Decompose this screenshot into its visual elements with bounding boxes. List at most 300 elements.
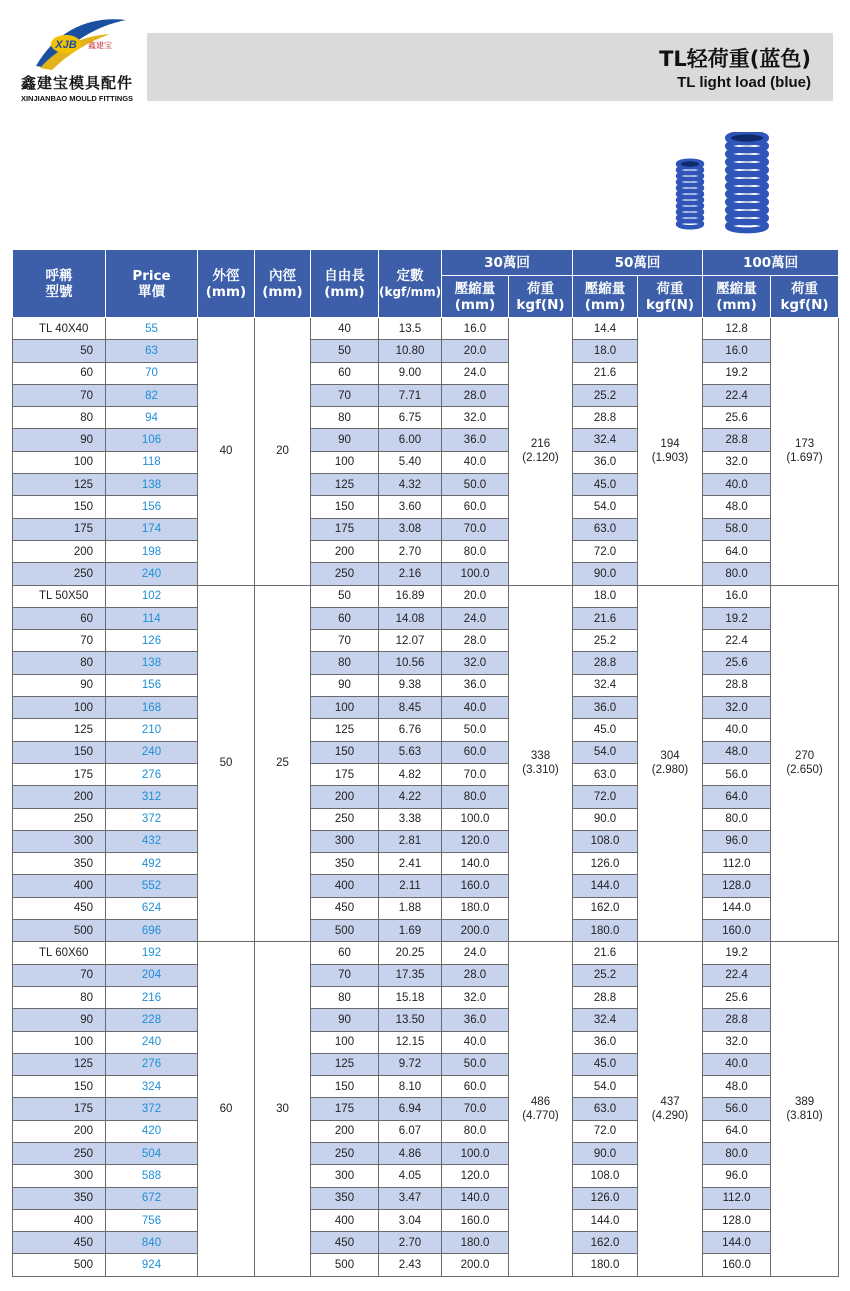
compression-100-cell: 112.0: [703, 853, 771, 875]
table-row: [13, 942, 839, 964]
model-cell: 125: [13, 474, 106, 496]
page-subtitle: TL light load (blue): [677, 74, 811, 91]
free-length-cell: 500: [311, 1254, 379, 1276]
inner-diameter-cell: 30: [255, 942, 311, 1276]
model-cell: 175: [13, 518, 106, 540]
compression-30-cell: 28.0: [442, 384, 509, 406]
constant-cell: 10.80: [379, 340, 442, 362]
compression-100-cell: 22.4: [703, 630, 771, 652]
constant-cell: 4.32: [379, 474, 442, 496]
compression-100-cell: 28.8: [703, 1009, 771, 1031]
compression-100-cell: 64.0: [703, 1120, 771, 1142]
compression-100-cell: 28.8: [703, 674, 771, 696]
compression-30-cell: 80.0: [442, 786, 509, 808]
model-cell: 250: [13, 1142, 106, 1164]
spec-table-body: [13, 318, 839, 1277]
header-model: 呼稱 型號: [13, 250, 106, 318]
constant-cell: 2.43: [379, 1254, 442, 1276]
compression-50-cell: 72.0: [573, 540, 638, 562]
compression-30-cell: 140.0: [442, 853, 509, 875]
compression-30-cell: 20.0: [442, 340, 509, 362]
compression-50-cell: 36.0: [573, 1031, 638, 1053]
price-cell: 102: [106, 585, 198, 607]
brand-logo: [12, 14, 142, 104]
compression-30-cell: 200.0: [442, 1254, 509, 1276]
table-row: [13, 474, 839, 496]
compression-50-cell: 21.6: [573, 362, 638, 384]
constant-cell: 8.45: [379, 697, 442, 719]
price-cell: 324: [106, 1076, 198, 1098]
free-length-cell: 350: [311, 853, 379, 875]
constant-cell: 13.5: [379, 318, 442, 340]
header-outer-diameter: 外徑 (mm): [198, 250, 255, 318]
compression-30-cell: 28.0: [442, 964, 509, 986]
table-row: [13, 763, 839, 785]
price-cell: 55: [106, 318, 198, 340]
table-row: [13, 451, 839, 473]
load-30-cell: 216 (2.120): [509, 318, 573, 586]
model-cell: 125: [13, 1053, 106, 1075]
compression-100-cell: 64.0: [703, 786, 771, 808]
price-cell: 114: [106, 607, 198, 629]
load-50-cell: 437 (4.290): [638, 942, 703, 1276]
compression-30-cell: 160.0: [442, 1209, 509, 1231]
constant-cell: 5.63: [379, 741, 442, 763]
table-row: [13, 585, 839, 607]
model-cell: 150: [13, 741, 106, 763]
compression-30-cell: 40.0: [442, 697, 509, 719]
constant-cell: 5.40: [379, 451, 442, 473]
compression-100-cell: 160.0: [703, 1254, 771, 1276]
compression-30-cell: 80.0: [442, 1120, 509, 1142]
compression-30-cell: 120.0: [442, 1165, 509, 1187]
compression-30-cell: 80.0: [442, 540, 509, 562]
table-row: [13, 719, 839, 741]
compression-30-cell: 32.0: [442, 652, 509, 674]
free-length-cell: 60: [311, 942, 379, 964]
table-row: [13, 1165, 839, 1187]
price-cell: 126: [106, 630, 198, 652]
free-length-cell: 300: [311, 1165, 379, 1187]
compression-100-cell: 96.0: [703, 1165, 771, 1187]
compression-100-cell: 19.2: [703, 607, 771, 629]
compression-100-cell: 144.0: [703, 897, 771, 919]
model-cell: 200: [13, 540, 106, 562]
load-50-cell: 194 (1.903): [638, 318, 703, 586]
free-length-cell: 200: [311, 1120, 379, 1142]
constant-cell: 2.41: [379, 853, 442, 875]
page-title: TL轻荷重(蓝色): [659, 47, 811, 71]
compression-30-cell: 70.0: [442, 763, 509, 785]
free-length-cell: 125: [311, 474, 379, 496]
free-length-cell: 70: [311, 964, 379, 986]
constant-cell: 8.10: [379, 1076, 442, 1098]
price-cell: 504: [106, 1142, 198, 1164]
header-compression-100: 壓縮量 (mm): [703, 276, 771, 318]
compression-50-cell: 32.4: [573, 1009, 638, 1031]
constant-cell: 15.18: [379, 986, 442, 1008]
constant-cell: 4.05: [379, 1165, 442, 1187]
model-cell: 200: [13, 1120, 106, 1142]
model-cell: 175: [13, 763, 106, 785]
compression-50-cell: 54.0: [573, 1076, 638, 1098]
free-length-cell: 100: [311, 1031, 379, 1053]
compression-50-cell: 108.0: [573, 1165, 638, 1187]
constant-cell: 9.72: [379, 1053, 442, 1075]
compression-100-cell: 56.0: [703, 763, 771, 785]
compression-30-cell: 60.0: [442, 496, 509, 518]
constant-cell: 3.60: [379, 496, 442, 518]
compression-30-cell: 24.0: [442, 607, 509, 629]
compression-50-cell: 54.0: [573, 496, 638, 518]
free-length-cell: 80: [311, 652, 379, 674]
price-cell: 70: [106, 362, 198, 384]
constant-cell: 2.16: [379, 563, 442, 585]
table-row: [13, 563, 839, 585]
compression-50-cell: 72.0: [573, 786, 638, 808]
constant-cell: 4.22: [379, 786, 442, 808]
compression-30-cell: 40.0: [442, 451, 509, 473]
model-cell: 60: [13, 362, 106, 384]
load-100-cell: 389 (3.810): [771, 942, 839, 1276]
price-cell: 228: [106, 1009, 198, 1031]
table-row: [13, 1120, 839, 1142]
table-row: [13, 1209, 839, 1231]
free-length-cell: 90: [311, 674, 379, 696]
price-cell: 312: [106, 786, 198, 808]
table-row: [13, 1187, 839, 1209]
header-cycles-30: 30萬回: [442, 250, 573, 276]
compression-30-cell: 24.0: [442, 362, 509, 384]
free-length-cell: 300: [311, 830, 379, 852]
compression-30-cell: 100.0: [442, 808, 509, 830]
model-cell: TL 50X50: [13, 585, 106, 607]
model-cell: 60: [13, 607, 106, 629]
constant-cell: 3.04: [379, 1209, 442, 1231]
free-length-cell: 90: [311, 429, 379, 451]
inner-diameter-cell: 20: [255, 318, 311, 586]
price-cell: 106: [106, 429, 198, 451]
constant-cell: 17.35: [379, 964, 442, 986]
header-compression-30: 壓縮量 (mm): [442, 276, 509, 318]
compression-30-cell: 36.0: [442, 1009, 509, 1031]
free-length-cell: 100: [311, 697, 379, 719]
compression-100-cell: 12.8: [703, 318, 771, 340]
compression-100-cell: 19.2: [703, 942, 771, 964]
model-cell: 500: [13, 1254, 106, 1276]
price-cell: 156: [106, 674, 198, 696]
outer-diameter-cell: 50: [198, 585, 255, 942]
load-30-cell: 338 (3.310): [509, 585, 573, 942]
price-cell: 420: [106, 1120, 198, 1142]
model-cell: 400: [13, 875, 106, 897]
compression-50-cell: 126.0: [573, 853, 638, 875]
model-cell: 350: [13, 853, 106, 875]
constant-cell: 2.81: [379, 830, 442, 852]
constant-cell: 16.89: [379, 585, 442, 607]
header-compression-50: 壓縮量 (mm): [573, 276, 638, 318]
compression-50-cell: 162.0: [573, 897, 638, 919]
header-load-30: 荷重 kgf(N): [509, 276, 573, 318]
logo-small-text: 鑫建宝: [88, 41, 112, 50]
table-row: [13, 384, 839, 406]
free-length-cell: 100: [311, 451, 379, 473]
model-cell: TL 40X40: [13, 318, 106, 340]
compression-30-cell: 28.0: [442, 630, 509, 652]
price-cell: 192: [106, 942, 198, 964]
compression-100-cell: 128.0: [703, 875, 771, 897]
free-length-cell: 60: [311, 362, 379, 384]
header-cycles-50: 50萬回: [573, 250, 703, 276]
constant-cell: 3.47: [379, 1187, 442, 1209]
compression-100-cell: 40.0: [703, 719, 771, 741]
price-cell: 138: [106, 652, 198, 674]
table-row: [13, 964, 839, 986]
model-cell: 50: [13, 340, 106, 362]
header-price: Price 單價: [106, 250, 198, 318]
price-cell: 492: [106, 853, 198, 875]
compression-100-cell: 80.0: [703, 563, 771, 585]
free-length-cell: 250: [311, 1142, 379, 1164]
compression-100-cell: 32.0: [703, 451, 771, 473]
free-length-cell: 40: [311, 318, 379, 340]
model-cell: 150: [13, 1076, 106, 1098]
table-row: [13, 318, 839, 340]
constant-cell: 6.00: [379, 429, 442, 451]
load-30-cell: 486 (4.770): [509, 942, 573, 1276]
table-row: [13, 1098, 839, 1120]
free-length-cell: 200: [311, 786, 379, 808]
price-cell: 240: [106, 563, 198, 585]
compression-50-cell: 90.0: [573, 1142, 638, 1164]
inner-diameter-cell: 25: [255, 585, 311, 942]
header-load-100: 荷重 kgf(N): [771, 276, 839, 318]
model-cell: 70: [13, 964, 106, 986]
table-row: [13, 1076, 839, 1098]
compression-50-cell: 32.4: [573, 429, 638, 451]
table-row: [13, 1232, 839, 1254]
free-length-cell: 400: [311, 1209, 379, 1231]
compression-50-cell: 144.0: [573, 1209, 638, 1231]
outer-diameter-cell: 40: [198, 318, 255, 586]
table-row: [13, 540, 839, 562]
constant-cell: 10.56: [379, 652, 442, 674]
price-cell: 240: [106, 1031, 198, 1053]
price-cell: 840: [106, 1232, 198, 1254]
price-cell: 216: [106, 986, 198, 1008]
compression-50-cell: 18.0: [573, 340, 638, 362]
constant-cell: 4.86: [379, 1142, 442, 1164]
compression-50-cell: 28.8: [573, 407, 638, 429]
model-cell: 450: [13, 897, 106, 919]
compression-100-cell: 25.6: [703, 986, 771, 1008]
compression-100-cell: 64.0: [703, 540, 771, 562]
header-inner-diameter: 內徑 (mm): [255, 250, 311, 318]
load-100-cell: 173 (1.697): [771, 318, 839, 586]
price-cell: 588: [106, 1165, 198, 1187]
table-row: [13, 830, 839, 852]
price-cell: 432: [106, 830, 198, 852]
compression-30-cell: 50.0: [442, 1053, 509, 1075]
compression-50-cell: 108.0: [573, 830, 638, 852]
model-cell: 500: [13, 920, 106, 942]
price-cell: 924: [106, 1254, 198, 1276]
compression-50-cell: 180.0: [573, 1254, 638, 1276]
model-cell: 100: [13, 1031, 106, 1053]
compression-30-cell: 200.0: [442, 920, 509, 942]
price-cell: 204: [106, 964, 198, 986]
free-length-cell: 50: [311, 340, 379, 362]
price-cell: 198: [106, 540, 198, 562]
compression-50-cell: 14.4: [573, 318, 638, 340]
free-length-cell: 175: [311, 763, 379, 785]
model-cell: 90: [13, 674, 106, 696]
compression-30-cell: 32.0: [442, 407, 509, 429]
free-length-cell: 450: [311, 1232, 379, 1254]
table-row: [13, 630, 839, 652]
price-cell: 240: [106, 741, 198, 763]
table-row: [13, 429, 839, 451]
compression-50-cell: 21.6: [573, 942, 638, 964]
compression-50-cell: 63.0: [573, 763, 638, 785]
compression-100-cell: 96.0: [703, 830, 771, 852]
compression-30-cell: 16.0: [442, 318, 509, 340]
price-cell: 82: [106, 384, 198, 406]
compression-100-cell: 56.0: [703, 1098, 771, 1120]
compression-50-cell: 126.0: [573, 1187, 638, 1209]
spring-illustration: [670, 132, 780, 246]
compression-30-cell: 60.0: [442, 1076, 509, 1098]
compression-50-cell: 25.2: [573, 964, 638, 986]
model-cell: TL 60X60: [13, 942, 106, 964]
compression-100-cell: 160.0: [703, 920, 771, 942]
model-cell: 200: [13, 786, 106, 808]
table-row: [13, 741, 839, 763]
compression-100-cell: 112.0: [703, 1187, 771, 1209]
free-length-cell: 450: [311, 897, 379, 919]
compression-50-cell: 21.6: [573, 607, 638, 629]
constant-cell: 1.88: [379, 897, 442, 919]
free-length-cell: 150: [311, 1076, 379, 1098]
free-length-cell: 60: [311, 607, 379, 629]
price-cell: 756: [106, 1209, 198, 1231]
free-length-cell: 150: [311, 496, 379, 518]
compression-100-cell: 16.0: [703, 585, 771, 607]
table-row: [13, 362, 839, 384]
compression-50-cell: 36.0: [573, 697, 638, 719]
logo-mark: XJB: [55, 39, 77, 51]
compression-30-cell: 70.0: [442, 1098, 509, 1120]
constant-cell: 6.94: [379, 1098, 442, 1120]
model-cell: 90: [13, 1009, 106, 1031]
free-length-cell: 350: [311, 1187, 379, 1209]
free-length-cell: 80: [311, 986, 379, 1008]
price-cell: 118: [106, 451, 198, 473]
free-length-cell: 175: [311, 518, 379, 540]
compression-100-cell: 40.0: [703, 474, 771, 496]
compression-30-cell: 32.0: [442, 986, 509, 1008]
constant-cell: 2.70: [379, 540, 442, 562]
compression-30-cell: 40.0: [442, 1031, 509, 1053]
free-length-cell: 70: [311, 630, 379, 652]
header-cycles-100: 100萬回: [703, 250, 839, 276]
free-length-cell: 200: [311, 540, 379, 562]
free-length-cell: 400: [311, 875, 379, 897]
compression-100-cell: 144.0: [703, 1232, 771, 1254]
compression-50-cell: 180.0: [573, 920, 638, 942]
model-cell: 70: [13, 630, 106, 652]
free-length-cell: 125: [311, 719, 379, 741]
table-row: [13, 1254, 839, 1276]
compression-50-cell: 45.0: [573, 474, 638, 496]
compression-50-cell: 28.8: [573, 986, 638, 1008]
compression-100-cell: 32.0: [703, 697, 771, 719]
constant-cell: 4.82: [379, 763, 442, 785]
compression-100-cell: 16.0: [703, 340, 771, 362]
constant-cell: 9.38: [379, 674, 442, 696]
header-load-50: 荷重 kgf(N): [638, 276, 703, 318]
table-row: [13, 875, 839, 897]
model-cell: 175: [13, 1098, 106, 1120]
model-cell: 100: [13, 451, 106, 473]
compression-30-cell: 100.0: [442, 1142, 509, 1164]
compression-50-cell: 18.0: [573, 585, 638, 607]
model-cell: 80: [13, 407, 106, 429]
constant-cell: 2.11: [379, 875, 442, 897]
constant-cell: 6.76: [379, 719, 442, 741]
free-length-cell: 80: [311, 407, 379, 429]
header-free-length: 自由長 (mm): [311, 250, 379, 318]
table-row: [13, 607, 839, 629]
table-row: [13, 407, 839, 429]
model-cell: 350: [13, 1187, 106, 1209]
constant-cell: 2.70: [379, 1232, 442, 1254]
brand-name-cn: 鑫建宝模具配件: [20, 74, 133, 92]
constant-cell: 14.08: [379, 607, 442, 629]
table-row: [13, 518, 839, 540]
model-cell: 90: [13, 429, 106, 451]
constant-cell: 3.08: [379, 518, 442, 540]
price-cell: 210: [106, 719, 198, 741]
price-cell: 138: [106, 474, 198, 496]
table-row: [13, 652, 839, 674]
load-100-cell: 270 (2.650): [771, 585, 839, 942]
compression-100-cell: 48.0: [703, 1076, 771, 1098]
compression-30-cell: 160.0: [442, 875, 509, 897]
constant-cell: 6.07: [379, 1120, 442, 1142]
compression-100-cell: 80.0: [703, 808, 771, 830]
table-row: [13, 1053, 839, 1075]
model-cell: 70: [13, 384, 106, 406]
model-cell: 300: [13, 830, 106, 852]
table-row: [13, 697, 839, 719]
free-length-cell: 150: [311, 741, 379, 763]
compression-30-cell: 36.0: [442, 429, 509, 451]
compression-30-cell: 180.0: [442, 897, 509, 919]
compression-100-cell: 40.0: [703, 1053, 771, 1075]
table-row: [13, 808, 839, 830]
price-cell: 168: [106, 697, 198, 719]
spec-table: [12, 249, 839, 1277]
free-length-cell: 90: [311, 1009, 379, 1031]
compression-30-cell: 140.0: [442, 1187, 509, 1209]
table-row: [13, 920, 839, 942]
spring-icon: [670, 132, 780, 242]
compression-30-cell: 36.0: [442, 674, 509, 696]
price-cell: 63: [106, 340, 198, 362]
compression-30-cell: 70.0: [442, 518, 509, 540]
compression-30-cell: 50.0: [442, 719, 509, 741]
